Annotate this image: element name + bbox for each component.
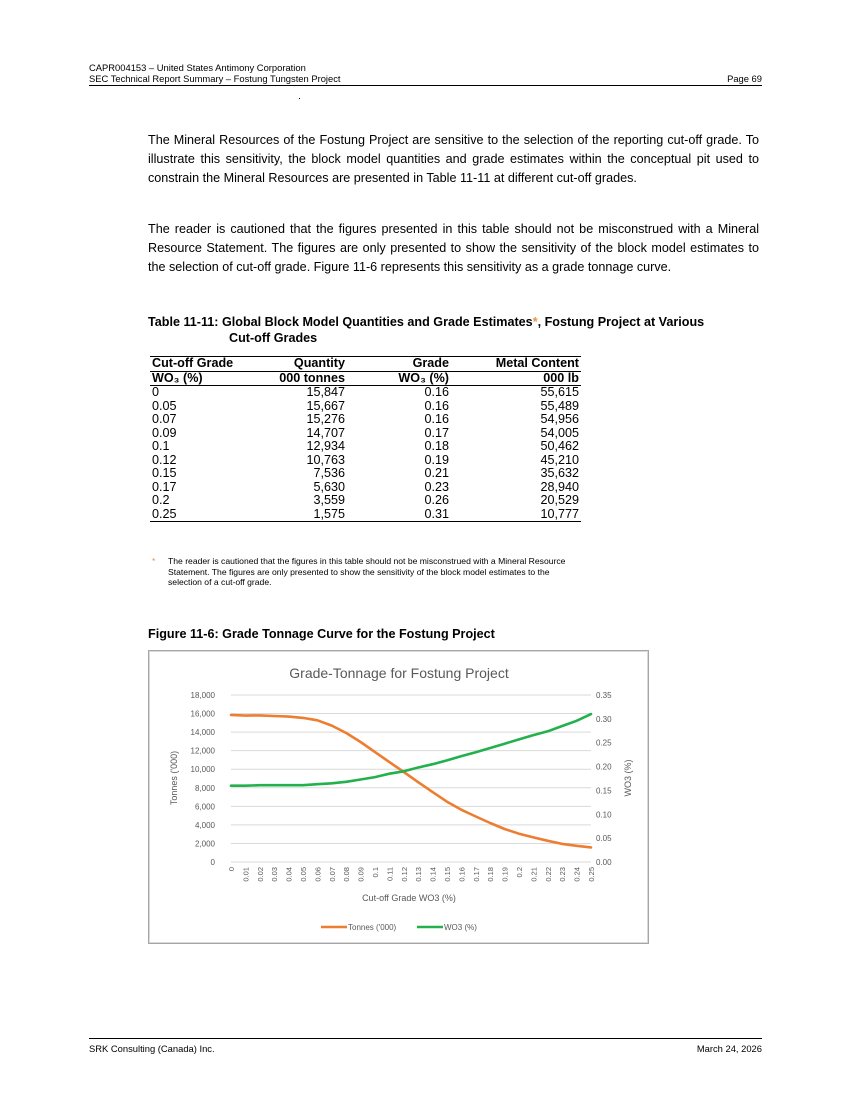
x-axis-tick-label: 0.22 (543, 867, 553, 882)
x-axis-tick-label: 0.05 (299, 867, 308, 882)
cell-cutoff: 0.15 (152, 466, 177, 480)
header-rule (89, 85, 762, 86)
col-unit-quantity: 000 tonnes (246, 371, 347, 386)
x-axis-tick-label: 0.07 (327, 867, 337, 882)
x-axis-tick-label: 0.11 (385, 867, 395, 882)
table-caption-line2: Cut-off Grades (229, 331, 318, 345)
cell-metal: 54,956 (540, 412, 579, 426)
header-report-id: CAPR004153 – United States Antimony Corporation (89, 62, 306, 73)
chart-canvas (149, 651, 650, 945)
cell-grade: 0.17 (424, 425, 449, 440)
page-footer (89, 1038, 762, 1054)
table-caption-main: Table 11-11: Global Block Model Quantities and Grade Estimates (148, 315, 533, 329)
right-axis-tick-label: 0.25 (596, 738, 612, 748)
cell-quantity: 3,559 (313, 493, 345, 507)
x-axis-tick-label: 0.12 (399, 867, 409, 882)
left-axis-tick-label: 16,000 (190, 709, 215, 719)
cell-grade: 0.18 (424, 439, 449, 453)
legend-wo3-label: WO3 (%) (444, 923, 477, 932)
col-header-metal: Metal Content (451, 357, 581, 372)
table-caption (148, 314, 768, 346)
right-axis-title: WO3 (%) (623, 759, 633, 797)
table-row (150, 400, 581, 414)
left-axis-tick-label: 2,000 (194, 839, 215, 849)
x-axis-tick-label: 0.01 (241, 867, 251, 882)
cell-grade: 0.26 (424, 493, 449, 507)
cell-metal: 28,940 (540, 479, 579, 494)
grade-tonnage-chart (148, 650, 649, 944)
left-axis-tick-label: 6,000 (194, 802, 215, 812)
page-header (89, 62, 762, 84)
left-axis-tick-label: 4,000 (194, 820, 215, 830)
cell-quantity: 7,536 (313, 466, 345, 480)
left-axis-tick-label: 8,000 (194, 783, 215, 793)
x-axis-tick-label: 0.21 (529, 867, 539, 882)
x-axis-tick-label: 0.02 (255, 867, 265, 882)
table-header-row (150, 357, 581, 372)
right-axis-tick-label: 0.30 (596, 714, 612, 724)
left-axis-tick-label: 0 (210, 858, 215, 867)
cell-quantity: 15,847 (306, 385, 345, 399)
page-number: Page 69 (727, 73, 762, 84)
chart-title: Grade-Tonnage for Fostung Project (289, 665, 509, 681)
table-row (150, 494, 581, 508)
col-unit-metal: 000 lb (451, 371, 581, 386)
cell-metal: 55,489 (540, 398, 579, 413)
cell-grade: 0.16 (424, 385, 449, 399)
left-axis-tick-label: 18,000 (190, 691, 215, 700)
cell-cutoff: 0.25 (150, 508, 246, 522)
x-axis-tick-label: 0 (227, 867, 236, 872)
cell-quantity: 10,763 (306, 452, 345, 467)
x-axis-tick-label: 0.23 (558, 867, 568, 882)
x-axis-tick-label: 0.19 (500, 867, 510, 882)
cell-cutoff: 0 (152, 385, 160, 399)
cell-quantity: 15,276 (306, 412, 345, 426)
wo3-series-line (231, 714, 591, 786)
table-row (150, 481, 581, 495)
x-axis-tick-label: 0.06 (313, 867, 323, 882)
x-axis-tick-label: 0.09 (356, 867, 366, 882)
right-axis-tick-label: 0.20 (596, 762, 612, 772)
left-axis-tick-label: 10,000 (190, 765, 215, 775)
x-axis-tick-label: 0.15 (443, 867, 452, 882)
x-axis-tick-label: 0.18 (486, 867, 496, 882)
footer-company: SRK Consulting (Canada) Inc. (89, 1043, 215, 1054)
cell-metal: 55,615 (540, 385, 579, 399)
table-caption-star: * (532, 315, 538, 329)
cell-metal: 45,210 (540, 452, 579, 467)
table-row (150, 454, 581, 468)
cutoff-grade-table (150, 356, 581, 522)
cell-quantity: 5,630 (313, 479, 345, 494)
cell-grade: 0.16 (424, 412, 449, 426)
x-axis-tick-label: 0.25 (587, 867, 596, 882)
cell-cutoff: 0.07 (152, 412, 177, 426)
paragraph-caution: The reader is cautioned that the figures presented in this table should not be misconstrued with a Mineral Resource Statement. The figures are only presented to show the sensitivity of the block model estimates to the selection of cut-off grade. Figure 11-6 represents this sensitivity as a grade tonnage curve. (148, 222, 759, 274)
cell-quantity: 1,575 (246, 508, 347, 522)
right-axis-tick-label: 0.05 (596, 834, 612, 844)
col-unit-cutoff: WO₃ (%) (150, 371, 246, 386)
cell-cutoff: 0.2 (152, 493, 170, 507)
col-header-cutoff: Cut-off Grade (150, 357, 246, 372)
cell-grade: 0.16 (424, 398, 449, 413)
table-units-row (150, 371, 581, 386)
cell-cutoff: 0.12 (152, 452, 177, 467)
col-unit-grade: WO₃ (%) (347, 371, 451, 386)
legend-tonnes-label: Tonnes ('000) (348, 923, 397, 932)
table-row (150, 386, 581, 400)
cell-grade: 0.31 (347, 508, 451, 522)
table-row (150, 427, 581, 441)
footer-date: March 24, 2026 (696, 1043, 762, 1054)
col-header-quantity: Quantity (246, 357, 347, 372)
cell-metal: 10,777 (451, 508, 581, 522)
cell-grade: 0.19 (424, 452, 449, 467)
x-axis-tick-label: 0.16 (457, 867, 467, 882)
footnote-text: The reader is cautioned that the figures in this table should not be misconstrued with a Mineral Resource Statement. The figures are only presented to show the sensitivity of the block model estimates to the selection of a cut-off grade. (168, 556, 566, 587)
left-axis-tick-label: 12,000 (190, 746, 215, 756)
right-axis-tick-label: 0.35 (596, 691, 612, 700)
cell-cutoff: 0.1 (152, 439, 170, 453)
x-axis-tick-label: 0.13 (414, 867, 424, 882)
x-axis-title: Cut-off Grade WO3 (%) (362, 893, 456, 903)
x-axis-tick-label: 0.24 (572, 867, 582, 882)
footnote-star: * (152, 556, 156, 566)
x-axis-tick-label: 0.1 (371, 867, 380, 878)
x-axis-tick-label: 0.17 (471, 867, 481, 882)
table-row (150, 413, 581, 427)
paragraph-sensitivity: The Mineral Resources of the Fostung Project are sensitive to the selection of the reporting cut-off grade. To illustrate this sensitivity, the block model quantities and grade estimates within the conceptual pit used to constrain the Mineral Resources are presented in Table 11-11 at different cut-off grades. (148, 133, 759, 185)
right-axis-tick-label: 0.15 (596, 786, 612, 796)
x-axis-tick-label: 0.2 (515, 867, 524, 878)
cell-metal: 54,005 (540, 425, 579, 440)
figure-caption: Figure 11-6: Grade Tonnage Curve for the Fostung Project (148, 627, 495, 641)
x-axis-tick-label: 0.04 (284, 867, 294, 882)
table-row (150, 467, 581, 481)
stray-dot (299, 98, 300, 99)
x-axis-tick-label: 0.03 (270, 867, 280, 882)
cell-cutoff: 0.09 (152, 425, 177, 440)
cell-grade: 0.21 (424, 466, 449, 480)
cell-cutoff: 0.17 (152, 479, 177, 494)
left-axis-title: Tonnes ('000) (169, 750, 179, 806)
header-report-title: SEC Technical Report Summary – Fostung Tungsten Project (89, 73, 341, 84)
table-caption-tail: , Fostung Project at Various (537, 315, 705, 329)
cell-cutoff: 0.05 (152, 398, 177, 413)
table-row (150, 508, 581, 522)
x-axis-tick-label: 0.08 (342, 867, 352, 882)
cell-metal: 50,462 (540, 439, 579, 453)
cell-quantity: 15,667 (306, 398, 345, 413)
right-axis-tick-label: 0.10 (596, 810, 612, 820)
x-axis-tick-label: 0.14 (428, 867, 438, 882)
cell-quantity: 14,707 (306, 425, 345, 440)
cell-grade: 0.23 (424, 479, 449, 494)
table-row (150, 440, 581, 454)
cell-metal: 20,529 (540, 493, 579, 507)
cell-quantity: 12,934 (306, 439, 345, 453)
cell-metal: 35,632 (540, 466, 579, 480)
right-axis-tick-label: 0.00 (596, 858, 612, 867)
col-header-grade: Grade (347, 357, 451, 372)
left-axis-tick-label: 14,000 (190, 728, 215, 738)
table-footnote (152, 556, 582, 588)
